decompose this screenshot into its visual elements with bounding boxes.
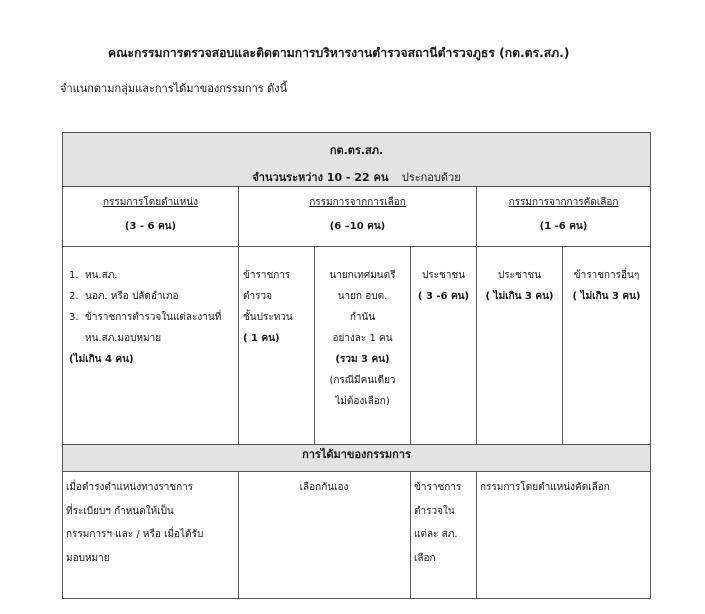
acquisition-row <box>63 472 651 599</box>
group-count-selected: (1 -6 คน) <box>539 221 588 232</box>
acq-selected: กรรมการโดยตำแหน่งคัดเลือก <box>480 482 610 493</box>
selected-public-line: ประชาชน <box>497 270 542 281</box>
group-header-position <box>63 187 239 247</box>
table-header-count-line <box>63 159 650 186</box>
elected-local-total: (รวม 3 คน) <box>335 354 390 365</box>
elected-local-cell <box>315 247 411 445</box>
elected-officer-line: ข้าราชการ <box>243 270 291 281</box>
elected-local-line: นายกเทศมนตรี <box>329 270 396 281</box>
selected-officer-line: ข้าราชการอื่นๆ <box>573 270 640 281</box>
elected-local-note: ไม่ต้องเลือก) <box>335 396 390 407</box>
acq-police-line: แต่ละ สภ. <box>414 529 458 540</box>
group-header-elected <box>239 187 477 247</box>
table-header-title: กต.ตร.สภ. <box>329 144 384 157</box>
position-members-cell <box>63 247 239 445</box>
elected-officer-line: ชั้นประทวน <box>243 312 293 323</box>
elected-officer-count: ( 1 คน) <box>243 333 280 344</box>
group-title-elected: กรรมการจากการเลือก <box>309 197 406 208</box>
elected-public-cell <box>411 247 477 445</box>
list-item <box>69 307 238 349</box>
elected-local-line: กำนัน <box>349 312 376 323</box>
acq-position-line: ที่ระเบียบฯ กำหนดให้เป็น <box>66 505 174 517</box>
group-count-elected: (6 –10 คน) <box>329 221 386 232</box>
acq-elect-among-cell <box>239 472 411 599</box>
list-item-number: 2. <box>69 291 79 302</box>
elected-local-line: อย่างละ 1 คน <box>332 333 393 344</box>
list-item-text: หน.สภ. <box>85 270 118 281</box>
acq-position-line: กรรมการฯ และ / หรือ เมื่อได้รับ <box>66 529 204 540</box>
group-title-position: กรรมการโดยตำแหน่ง <box>102 197 199 208</box>
selected-officer-count: ( ไม่เกิน 3 คน) <box>572 291 641 302</box>
list-item-text: นอภ. หรือ ปลัดอำเภอ <box>85 291 179 302</box>
position-members-list <box>63 247 238 370</box>
acq-position-line: มอบหมาย <box>66 552 110 564</box>
list-item-number: 1. <box>69 270 79 281</box>
elected-local-line: นายก อบต. <box>337 291 388 302</box>
selected-public-count: ( ไม่เกิน 3 คน) <box>485 291 554 302</box>
document-subtitle: จำแนกตามกลุ่มและการได้มาของกรรมการ ดังนี้ <box>60 82 288 95</box>
list-item <box>69 286 238 307</box>
selected-officer-cell <box>563 247 651 445</box>
table-header-cell <box>63 133 651 187</box>
elected-public-count: ( 3 -6 คน) <box>417 291 470 302</box>
table-header-suffix: ประกอบด้วย <box>401 171 461 184</box>
members-row <box>63 247 651 445</box>
group-header-row <box>63 187 651 247</box>
acq-police-line: เลือก <box>414 552 436 564</box>
list-item-number: 3. <box>69 312 79 323</box>
committee-table <box>62 132 651 599</box>
acq-elect-among: เลือกกันเอง <box>299 482 349 493</box>
acquisition-title: การได้มาของกรรมการ <box>63 445 651 472</box>
acq-police-line: ข้าราชการ <box>414 482 462 493</box>
elected-officer-cell <box>239 247 315 445</box>
table-header-row <box>63 133 651 187</box>
group-count-position: (3 - 6 คน) <box>124 221 177 232</box>
acq-police-cell <box>411 472 477 599</box>
selected-public-cell <box>477 247 563 445</box>
group-header-selected <box>477 187 651 247</box>
acq-position-line: เมื่อดำรงตำแหน่งทางราชการ <box>66 482 194 493</box>
list-item-text: ข้าราชการตำรวจในแต่ละงานที่ หน.สภ.มอบหมาย <box>85 312 222 344</box>
list-item <box>69 349 238 370</box>
elected-public-line: ประชาชน <box>421 270 466 281</box>
table-header-count: จำนวนระหว่าง 10 - 22 คน <box>252 171 389 184</box>
acquisition-header-row <box>63 445 651 472</box>
elected-local-note: (กรณีมีคนเดียว <box>329 375 396 386</box>
acq-position-cell <box>63 472 239 599</box>
list-item <box>69 265 238 286</box>
document-title: คณะกรรมการตรวจสอบและติดตามการบริหารงานตำรวจสถานีตำรวจภูธร (กต.ตร.สภ.) <box>108 46 570 60</box>
group-title-selected: กรรมการจากการคัดเลือก <box>508 197 619 208</box>
acq-selected-cell <box>477 472 651 599</box>
elected-officer-line: ตำรวจ <box>243 291 272 302</box>
acq-police-line: ตำรวจใน <box>414 505 455 517</box>
position-limit: (ไม่เกิน 4 คน) <box>69 354 134 365</box>
